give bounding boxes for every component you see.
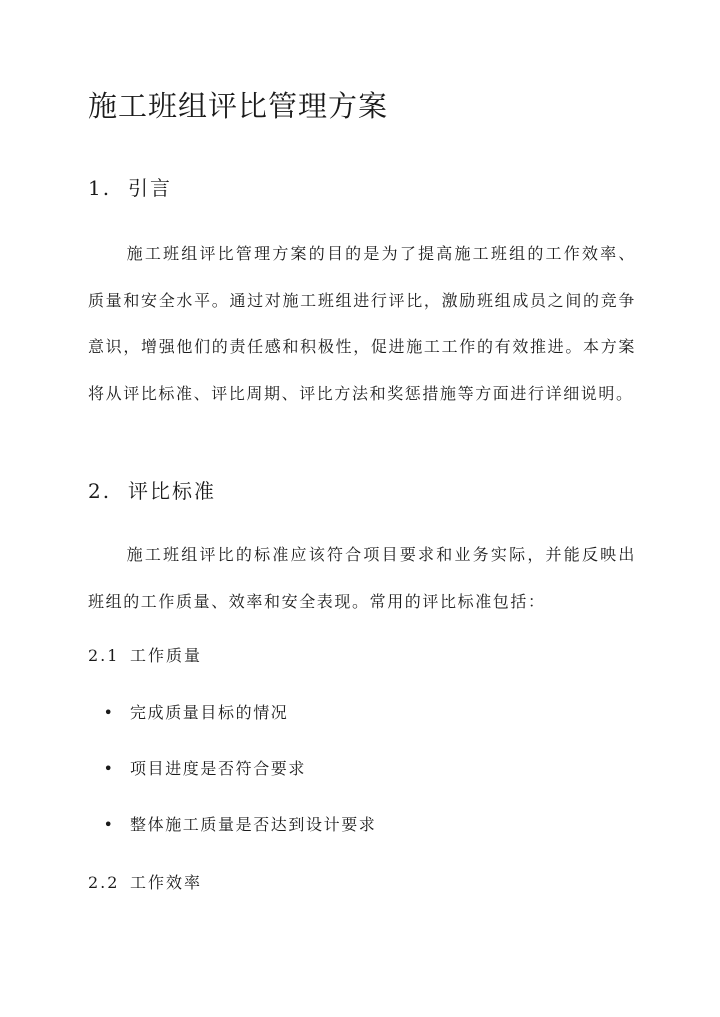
document-title: 施工班组评比管理方案 [88,89,389,123]
section-2-1-number: 2.1 [88,646,120,665]
section-1-title: 引言 [128,176,172,200]
section-1-text: 施工班组评比管理方案的目的是为了提高施工班组的工作效率、质量和安全水平。通过对施工班组进行评比，激励班组成员之间的竞争意识，增强他们的责任感和积极性，促进施工工作的有效推进。本方案将从评比标准、评比周期、评比方法和奖惩措施等方面进行详细说明。 [88,244,636,403]
section-2-heading [88,476,216,506]
section-2-2-heading [88,871,202,895]
quality-criteria-list [88,693,376,861]
section-1-paragraph [88,231,636,417]
list-item-text: 完成质量目标的情况 [130,703,289,722]
list-item-text: 整体施工质量是否达到设计要求 [130,815,377,834]
bullet-icon: • [103,759,115,778]
section-2-text: 施工班组评比的标准应该符合项目要求和业务实际，并能反映出班组的工作质量、效率和安全表现。常用的评比标准包括： [88,545,636,611]
section-1-number: 1. [88,176,112,200]
list-item-text: 项目进度是否符合要求 [130,759,307,778]
bullet-icon: • [103,815,115,834]
section-1-heading [88,173,172,203]
bullet-icon: • [103,703,115,722]
list-item [88,805,376,861]
section-2-2-title: 工作效率 [130,873,203,892]
list-item [88,749,376,805]
section-2-number: 2. [88,479,112,503]
section-2-title: 评比标准 [128,479,216,503]
section-2-paragraph [88,532,636,625]
section-2-1-heading [88,644,202,668]
section-2-2-number: 2.2 [88,873,120,892]
section-2-1-title: 工作质量 [130,646,203,665]
list-item [88,693,376,749]
